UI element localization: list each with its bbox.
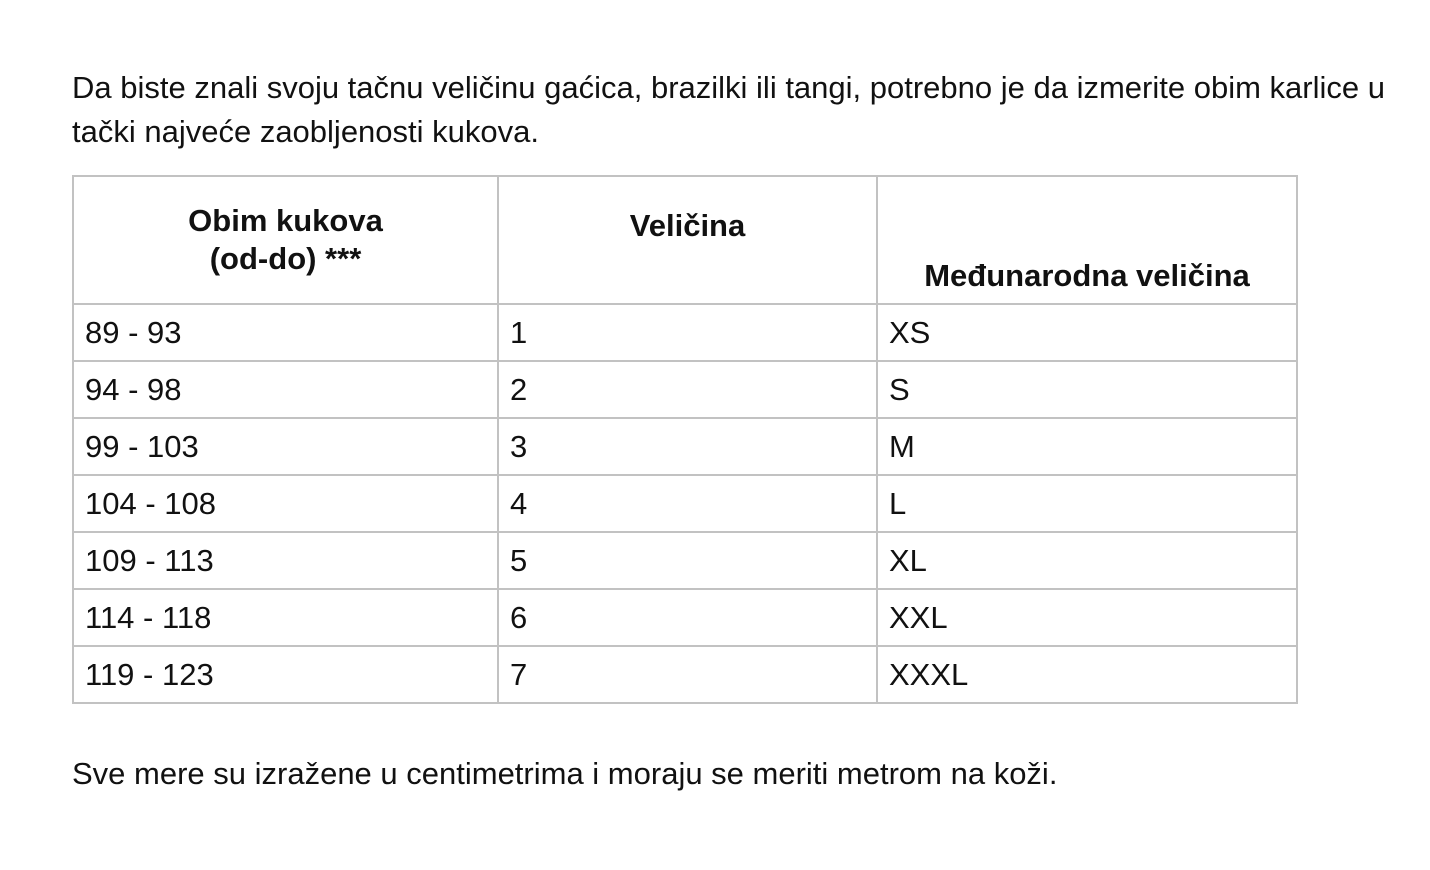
cell-hips: 94 - 98 <box>73 361 498 418</box>
table-header-row <box>73 176 1297 304</box>
table-row <box>73 532 1297 589</box>
cell-size: 3 <box>498 418 877 475</box>
intro-paragraph: Da biste znali svoju tačnu veličinu gaćica, brazilki ili tangi, potrebno je da izmerite obim karlice u tački najveće zaobljenosti kukova. <box>72 70 1385 149</box>
cell-size: 6 <box>498 589 877 646</box>
header-hip-line1: Obim kukova <box>188 203 383 238</box>
cell-international: M <box>877 418 1297 475</box>
table-row <box>73 646 1297 703</box>
table-row <box>73 304 1297 361</box>
footnote-paragraph: Sve mere su izražene u centimetrima i moraju se meriti metrom na koži. <box>72 756 1058 791</box>
table-row <box>73 589 1297 646</box>
cell-size: 7 <box>498 646 877 703</box>
cell-international: S <box>877 361 1297 418</box>
cell-size: 1 <box>498 304 877 361</box>
cell-size: 5 <box>498 532 877 589</box>
cell-size: 4 <box>498 475 877 532</box>
header-hip-circumference <box>73 176 498 304</box>
cell-hips: 104 - 108 <box>73 475 498 532</box>
cell-international: XL <box>877 532 1297 589</box>
cell-international: XXXL <box>877 646 1297 703</box>
cell-international: L <box>877 475 1297 532</box>
header-size: Veličina <box>498 176 877 304</box>
header-international-size: Međunarodna veličina <box>877 176 1297 304</box>
cell-hips: 109 - 113 <box>73 532 498 589</box>
header-hip-line2: (od-do) *** <box>209 241 362 276</box>
size-chart-table <box>72 175 1298 704</box>
table-row <box>73 475 1297 532</box>
table-row <box>73 361 1297 418</box>
cell-hips: 99 - 103 <box>73 418 498 475</box>
cell-international: XS <box>877 304 1297 361</box>
cell-hips: 89 - 93 <box>73 304 498 361</box>
cell-hips: 119 - 123 <box>73 646 498 703</box>
cell-hips: 114 - 118 <box>73 589 498 646</box>
cell-size: 2 <box>498 361 877 418</box>
cell-international: XXL <box>877 589 1297 646</box>
table-row <box>73 418 1297 475</box>
